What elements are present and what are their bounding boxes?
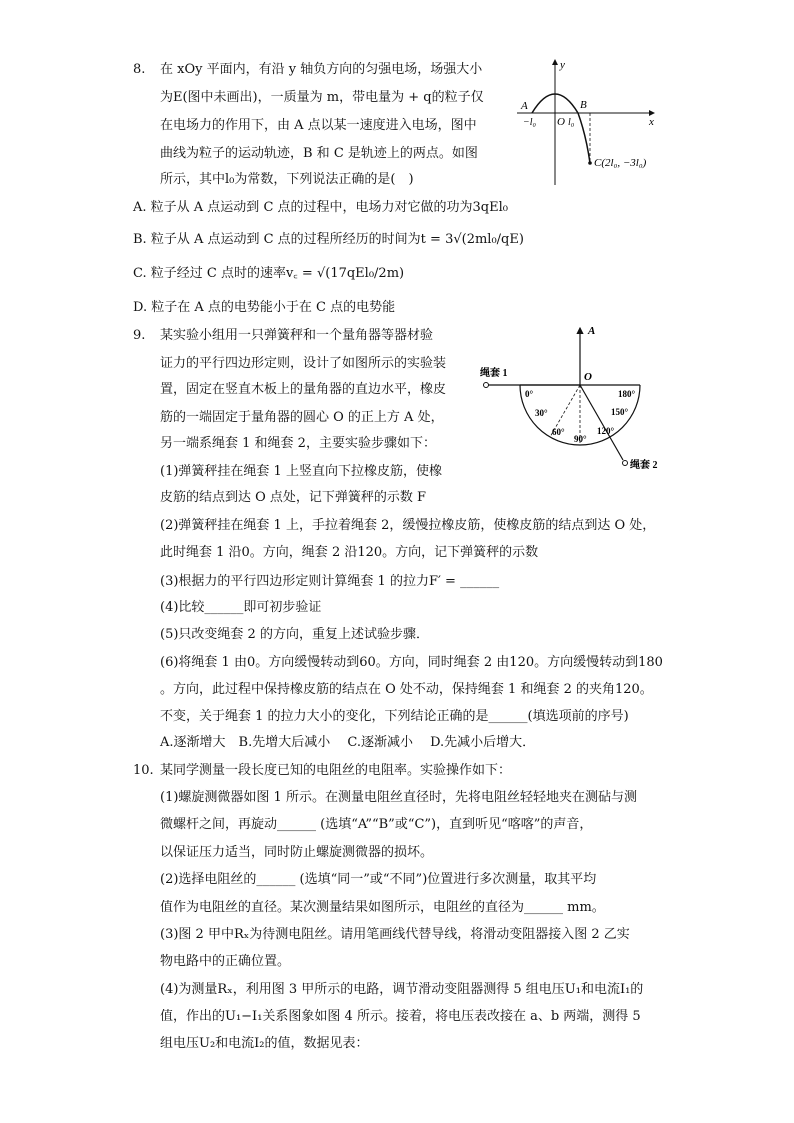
rope-2-loop: [623, 461, 628, 466]
q9-line-15: 不变，关于绳套 1 的拉力大小的变化，下列结论正确的是______(填选项前的序号): [160, 709, 629, 724]
q10-line-11: 组电压U₂和电流I₂的值，数据见表：: [160, 1036, 369, 1051]
tick-neg-label: −l₀: [523, 117, 537, 128]
q10-line-6: 值作为电阻丝的直径。某次测量结果如图所示，电阻丝的直径为______ mm。: [160, 900, 605, 915]
label-a: A: [588, 325, 596, 337]
q10-line-3: 微螺杆之间，再旋动______ (选填“A”“B”或“C”)，直到听见“喀喀”的声音，: [160, 817, 593, 832]
y-axis-label: y: [560, 59, 565, 71]
q10-line-1: 某同学测量一段长度已知的电阻丝的电阻率。实验操作如下：: [160, 763, 512, 778]
q10-line-4: 以保证压力适当，同时防止螺旋测微器的损坏。: [160, 845, 434, 860]
q9-line-8: (2)弹簧秤挂在绳套 1 上，手拉着绳套 2，缓慢拉橡皮筋，使橡皮筋的结点到达 O 处，: [160, 518, 656, 533]
q9-protractor-figure: [480, 320, 680, 470]
q8-line-4: 曲线为粒子的运动轨迹，B 和 C 是轨迹上的两点。如图: [160, 146, 478, 161]
q9-line-11: (4)比较______即可初步验证: [160, 600, 322, 615]
q9-line-6: (1)弹簧秤挂在绳套 1 上竖直向下拉橡皮筋，使橡: [160, 464, 442, 479]
q9-line-7: 皮筋的结点到达 O 点处，记下弹簧秤的示数 F: [160, 490, 427, 505]
origin-label: O: [557, 116, 565, 128]
rope-2-label: 绳套 2: [630, 460, 658, 470]
q9-line-1: 某实验小组用一只弹簧秤和一个量角器等器材验: [160, 328, 434, 343]
q8-trajectory-figure: [512, 55, 662, 190]
q9-line-5: 另一端系绳套 1 和绳套 2，主要实验步骤如下：: [160, 436, 436, 451]
q8-option-b: B. 粒子从 A 点运动到 C 点的过程所经历的时间为t = 3√(2ml₀/qE): [133, 232, 524, 247]
q8-option-d: D. 粒子在 A 点的电势能小于在 C 点的电势能: [133, 300, 396, 315]
deg-150: 150°: [611, 407, 629, 417]
q8-line-5: 所示，其中l₀为常数，下列说法正确的是( ): [160, 172, 414, 187]
q9-line-14: 。方向，此过程中保持橡皮筋的结点在 O 处不动，保持绳套 1 和绳套 2 的夹角120。: [160, 682, 653, 697]
deg-90: 90°: [574, 434, 587, 444]
q9-line-13: (6)将绳套 1 由0。方向缓慢转动到60。方向，同时绳套 2 由120。方向缓慢转动到180: [160, 655, 663, 670]
q9-line-3: 置，固定在竖直木板上的量角器的直边水平，橡皮: [160, 382, 447, 397]
q10-number: 10.: [133, 763, 154, 778]
q10-line-10: 值，作出的U₁−I₁关系图象如图 4 所示。接着，将电压表改接在 a、b 两端，测得 5: [160, 1009, 641, 1024]
point-a-label: A: [521, 100, 528, 112]
q9-number: 9.: [133, 328, 146, 343]
x-axis-label: x: [649, 116, 654, 128]
rope-1-loop: [484, 383, 489, 388]
q8-line-1: 在 xOy 平面内，有沿 y 轴负方向的匀强电场，场强大小: [160, 62, 483, 77]
q8-option-c: C. 粒子经过 C 点时的速率v꜀ = √(17qEl₀/2m): [133, 266, 405, 281]
q8-line-2: 为E(图中未画出)，一质量为 m，带电量为 + q的粒子仅: [160, 90, 484, 105]
label-o: O: [584, 371, 592, 383]
q10-line-7: (3)图 2 甲中Rₓ为待测电阻丝。请用笔画线代替导线，将滑动变阻器接入图 2 乙实: [160, 927, 630, 942]
q9-line-9: 此时绳套 1 沿0。方向，绳套 2 沿120。方向，记下弹簧秤的示数: [160, 545, 539, 560]
q8-option-a: A. 粒子从 A 点运动到 C 点的过程中，电场力对它做的功为3qEl₀: [133, 200, 508, 215]
q9-line-2: 证力的平行四边形定则，设计了如图所示的实验装: [160, 356, 447, 371]
q8-line-3: 在电场力的作用下，由 A 点以某一速度进入电场，图中: [160, 118, 477, 133]
tick-pos-label: l₀: [568, 117, 575, 128]
q9-line-16: A.逐渐增大 B.先增大后减小 C.逐渐减小 D.先减小后增大．: [160, 735, 536, 750]
point-c-label: C(2l₀, −3l₀): [594, 157, 647, 169]
deg-0: 0°: [525, 389, 534, 399]
q8-number: 8.: [133, 62, 146, 77]
q10-line-2: (1)螺旋测微器如图 1 所示。在测量电阻丝直径时，先将电阻丝轻轻地夹在测砧与测: [160, 790, 637, 805]
rope-1-label: 绳套 1: [480, 368, 508, 379]
q10-line-8: 物电路中的正确位置。: [160, 954, 291, 969]
deg-30: 30°: [535, 408, 548, 418]
q9-line-10: (3)根据力的平行四边形定则计算绳套 1 的拉力F′ = ______: [160, 574, 500, 589]
deg-120: 120°: [597, 426, 615, 436]
q10-line-5: (2)选择电阻丝的______ (选填“同一”或“不同”)位置进行多次测量，取其平均: [160, 872, 597, 887]
deg-60: 60°: [552, 427, 565, 437]
deg-180: 180°: [618, 389, 636, 399]
q9-line-12: (5)只改变绳套 2 的方向，重复上述试验步骤．: [160, 627, 429, 642]
rope-2-line: [580, 385, 623, 460]
q10-line-9: (4)为测量Rₓ，利用图 3 甲所示的电路，调节滑动变阻器测得 5 组电压U₁和电流I₁的: [160, 982, 644, 997]
point-b-label: B: [580, 99, 587, 111]
q9-line-4: 筋的一端固定于量角器的圆心 O 的正上方 A 处，: [160, 410, 444, 425]
point-c-dot: [588, 161, 592, 165]
